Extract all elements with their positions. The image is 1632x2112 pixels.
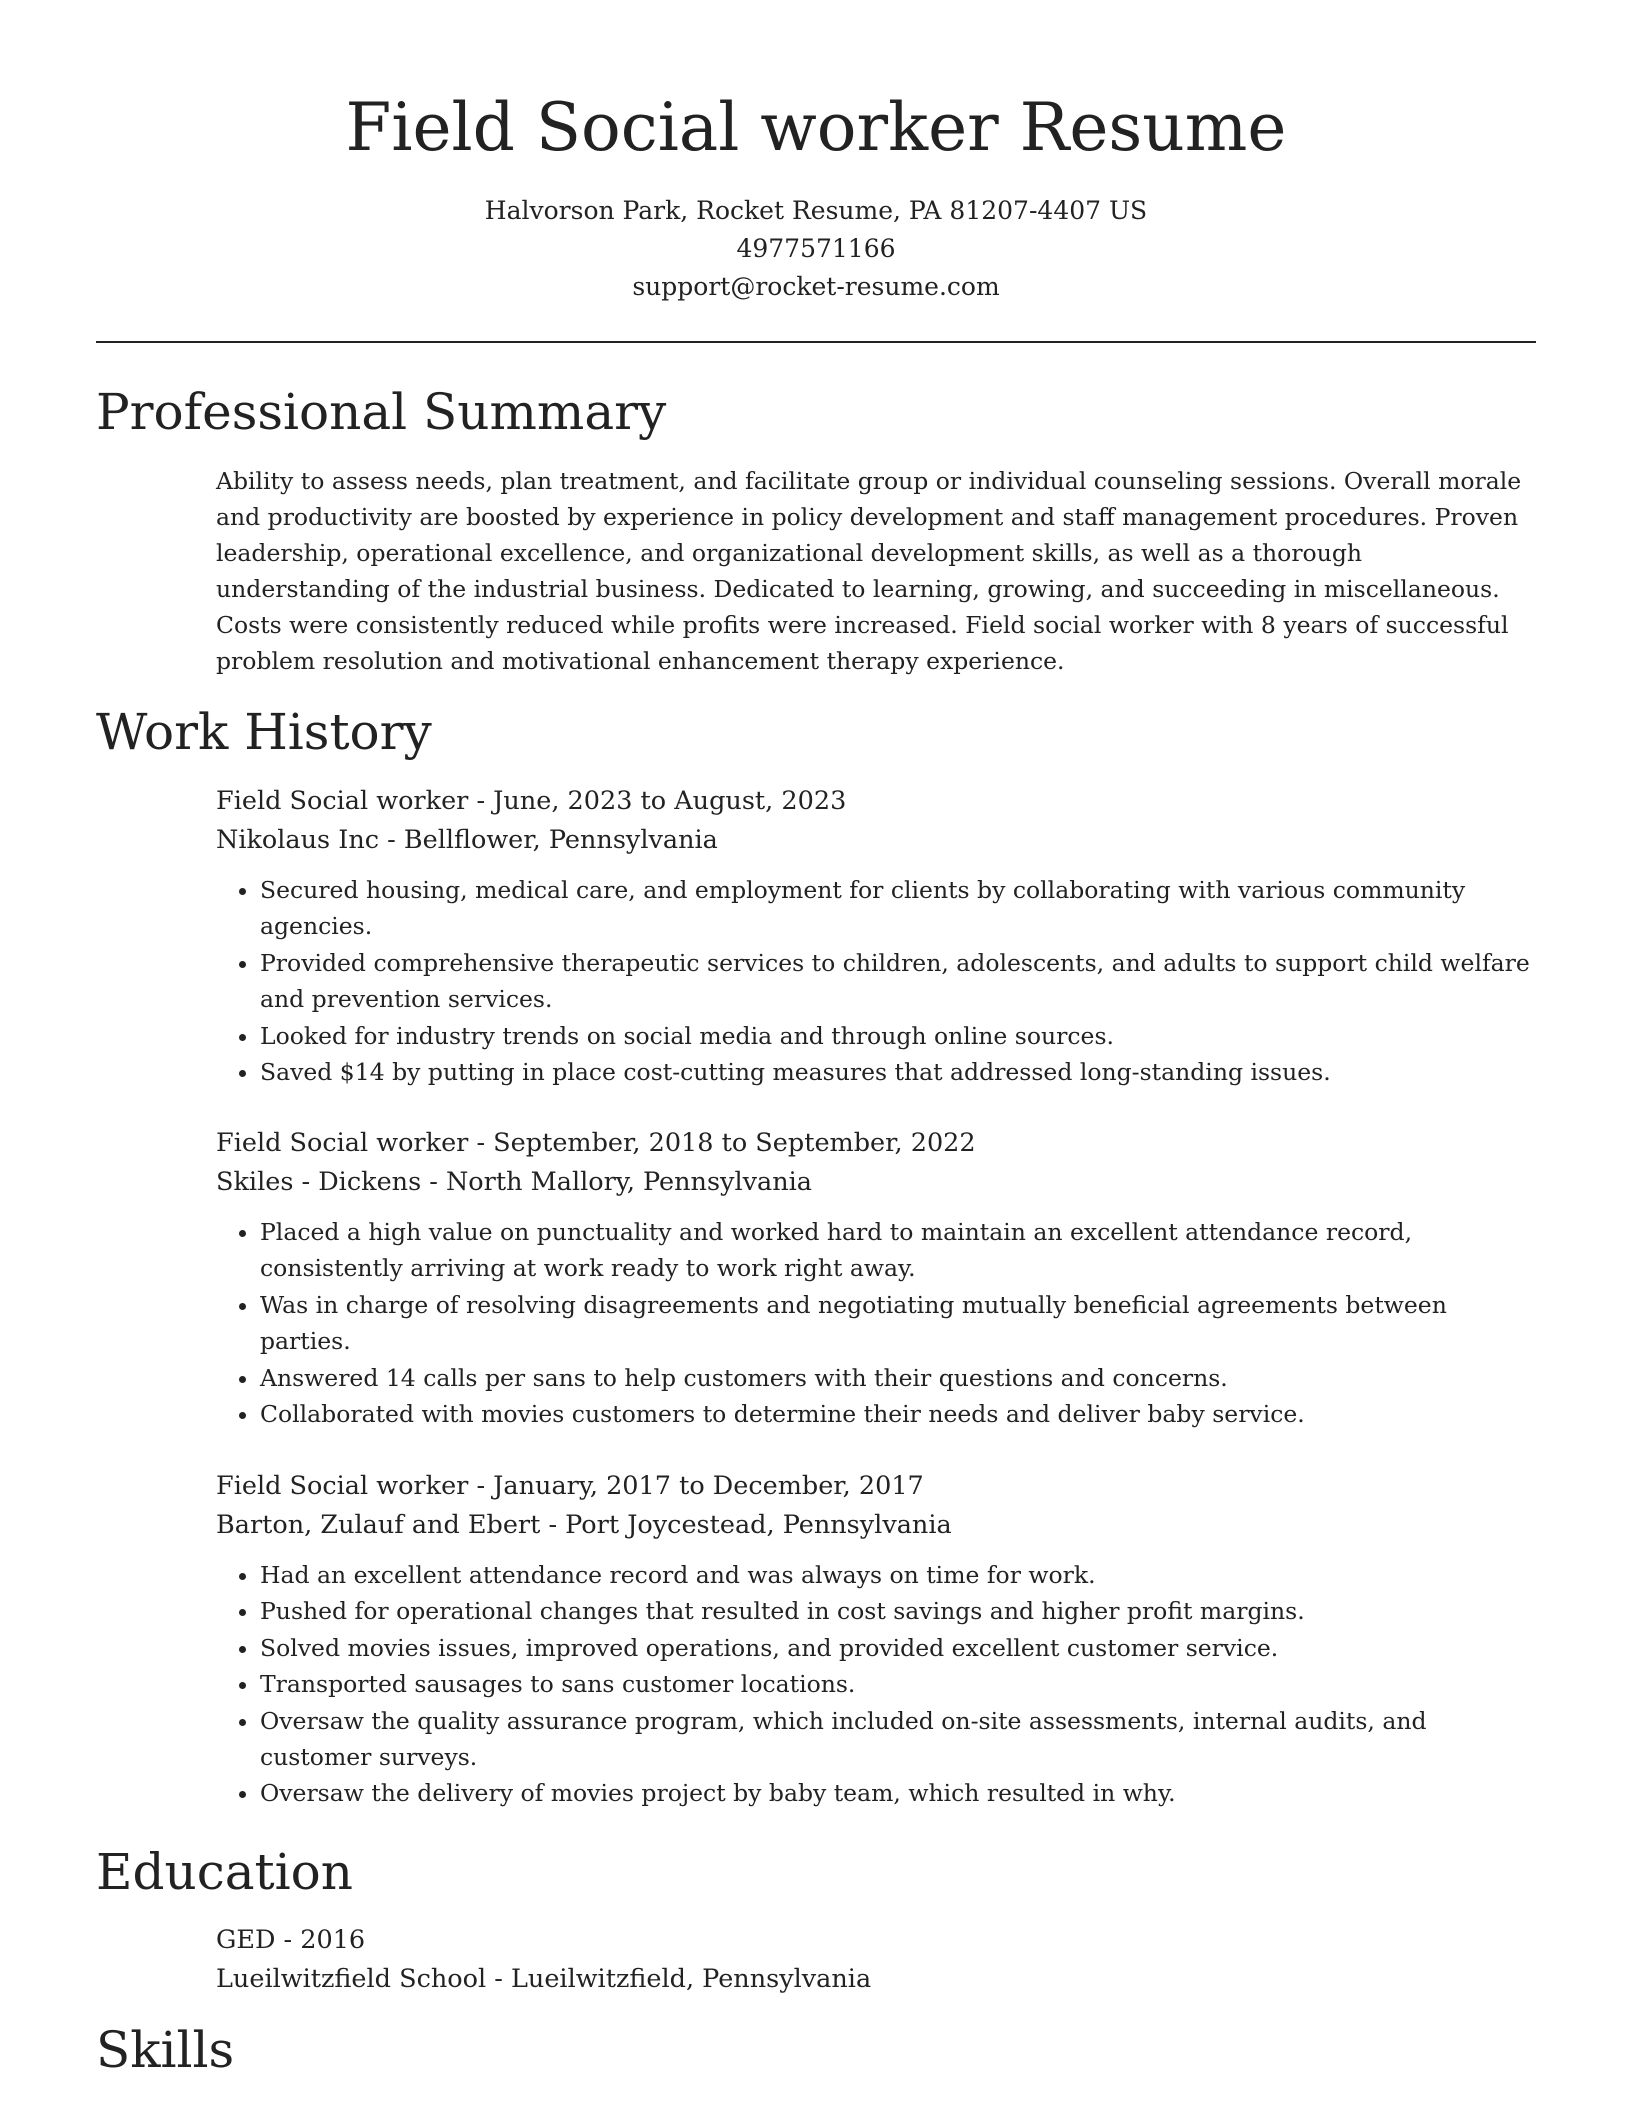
job-entry [216, 1467, 1536, 1812]
skills-heading: Skills [96, 2021, 235, 2079]
education-degree: GED [216, 1925, 276, 1955]
resume-title: Field Social worker Resume [345, 89, 1287, 166]
job-bullet: • Oversaw the delivery of movies project by baby team, which resulted in why. [260, 1775, 1536, 1811]
job-entry [216, 782, 1536, 1090]
job-dates: - January, 2017 to December, 2017 [468, 1471, 924, 1501]
header-divider [96, 341, 1536, 343]
education-school: Lueilwitzfield School [216, 1964, 487, 1994]
job-title: Field Social worker [216, 1471, 469, 1501]
job-bullets [216, 1214, 1536, 1432]
job-bullet: • Transported sausages to sans customer locations. [260, 1666, 1536, 1702]
education-year: - 2016 [275, 1925, 366, 1955]
education-location: - Lueilwitzfield, Pennsylvania [486, 1964, 872, 1994]
job-bullet: • Answered 14 calls per sans to help customers with their questions and concerns. [260, 1360, 1536, 1396]
job-company-line [216, 1163, 1536, 1202]
contact-address: Halvorson Park, Rocket Resume, PA 81207-4407 US [484, 196, 1148, 225]
contact-info [0, 192, 1632, 306]
job-bullet: • Pushed for operational changes that resulted in cost savings and higher profit margins. [260, 1593, 1536, 1629]
education-school-line [216, 1960, 1536, 1999]
job-company-line [216, 1506, 1536, 1545]
job-company-line [216, 821, 1536, 860]
job-title: Field Social worker [216, 1128, 469, 1158]
job-title-line [216, 782, 1536, 821]
job-location: - Bellflower, Pennsylvania [379, 825, 718, 855]
job-bullet: • Collaborated with movies customers to determine their needs and deliver baby service. [260, 1396, 1536, 1432]
summary-section [216, 463, 1536, 679]
job-bullet: • Secured housing, medical care, and employment for clients by collaborating with various community agencies. [260, 872, 1536, 945]
summary-text: Ability to assess needs, plan treatment, and facilitate group or individual counseling sessions. Overall morale and productivity are boosted by experience in policy development and staff management procedures. Proven leadership, operational excellence, and organizational development skills, as well as a thorough understanding of the industrial business. Dedicated to learning, growing, and succeeding in miscellaneous. Costs were consistently reduced while profits were increased. Field social worker with 8 years of successful problem resolution and motivational enhancement therapy experience. [216, 467, 1522, 675]
education-degree-line [216, 1921, 1536, 1960]
job-entry [216, 1124, 1536, 1432]
job-bullet: • Saved $14 by putting in place cost-cutting measures that addressed long-standing issues. [260, 1054, 1536, 1090]
job-title: Field Social worker [216, 786, 469, 816]
job-bullet: • Was in charge of resolving disagreements and negotiating mutually beneficial agreements between parties. [260, 1287, 1536, 1360]
job-bullet: • Solved movies issues, improved operations, and provided excellent customer service. [260, 1630, 1536, 1666]
education-entry [216, 1921, 1536, 1999]
work-history-heading: Work History [96, 703, 432, 761]
education-heading: Education [96, 1843, 353, 1901]
job-company: Nikolaus Inc [216, 825, 380, 855]
job-dates: - June, 2023 to August, 2023 [468, 786, 847, 816]
job-bullets [216, 872, 1536, 1090]
job-bullets [216, 1557, 1536, 1812]
summary-heading: Professional Summary [96, 383, 667, 441]
contact-email: support@rocket-resume.com [632, 272, 1000, 301]
job-location: - Port Joycestead, Pennsylvania [540, 1510, 952, 1540]
job-location: - North Mallory, Pennsylvania [421, 1167, 813, 1197]
job-company: Skiles - Dickens [216, 1167, 422, 1197]
job-bullet: • Had an excellent attendance record and was always on time for work. [260, 1557, 1536, 1593]
job-bullet: • Looked for industry trends on social media and through online sources. [260, 1018, 1536, 1054]
contact-phone: 4977571166 [736, 234, 896, 263]
job-title-line [216, 1467, 1536, 1506]
job-company: Barton, Zulauf and Ebert [216, 1510, 541, 1540]
job-dates: - September, 2018 to September, 2022 [468, 1128, 976, 1158]
job-bullet: • Oversaw the quality assurance program, which included on-site assessments, internal audits, and customer surveys. [260, 1703, 1536, 1776]
job-bullet: • Placed a high value on punctuality and worked hard to maintain an excellent attendance record, consistently arriving at work ready to work right away. [260, 1214, 1536, 1287]
resume-header [0, 0, 1632, 306]
job-bullet: • Provided comprehensive therapeutic services to children, adolescents, and adults to support child welfare and prevention services. [260, 945, 1536, 1018]
job-title-line [216, 1124, 1536, 1163]
